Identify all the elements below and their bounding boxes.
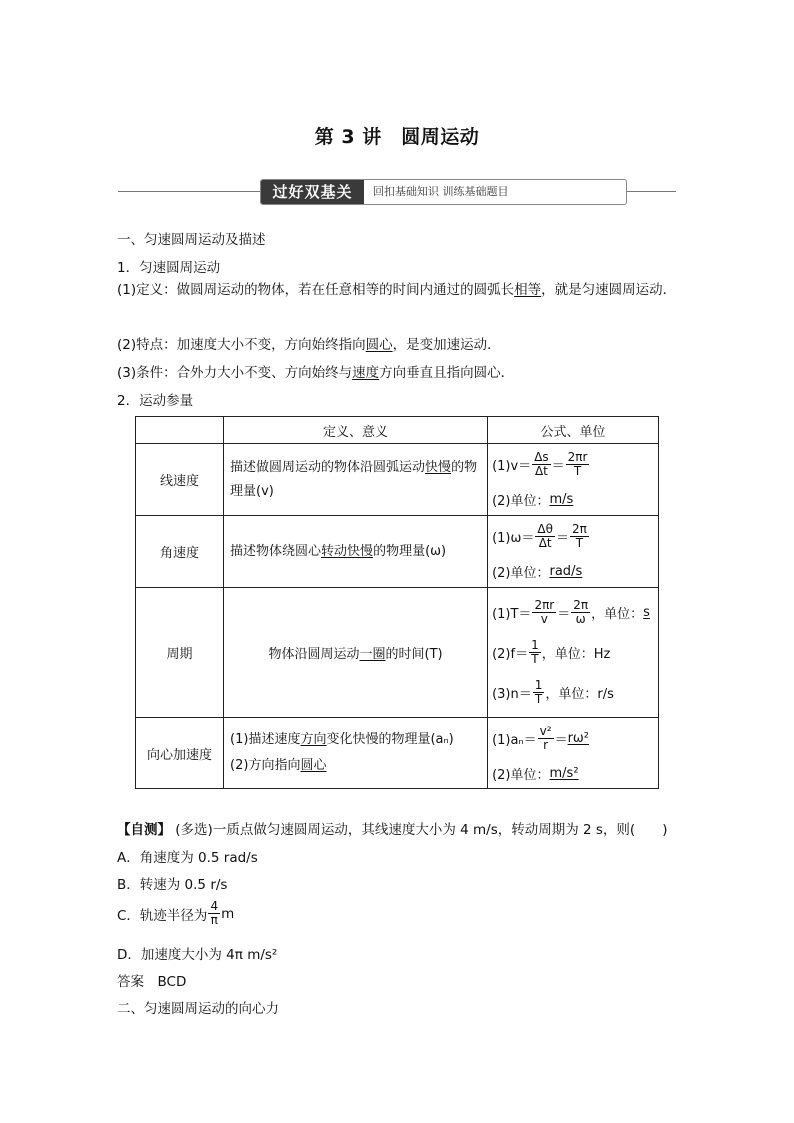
numerator: 2π [571, 522, 587, 536]
banner-rule-left [118, 191, 262, 192]
selftest-question-text: (多选)一质点做匀速圆周运动，其线速度大小为 4 m/s，转动周期为 2 s，则( ) [171, 822, 668, 838]
row-name: 线速度 [136, 444, 224, 516]
unit-prefix: (2)单位： [492, 767, 550, 783]
condition-keyword: 速度 [352, 365, 380, 381]
unit-prefix: (2)单位： [492, 566, 550, 581]
option-a: A．角速度为 0.5 rad/s [117, 850, 258, 866]
denominator: T [534, 692, 543, 706]
desc-keyword: 快慢 [425, 459, 452, 475]
formula-prefix: (1)v＝ [492, 459, 532, 474]
numerator: Δθ [537, 522, 553, 536]
desc-suffix: 变化快慢的物理量(aₙ) [326, 732, 454, 747]
condition-line [117, 361, 514, 381]
numerator: 1 [531, 638, 539, 652]
denominator: v [540, 612, 548, 626]
fraction [529, 639, 541, 666]
fraction [532, 451, 550, 478]
row-definition [224, 718, 488, 789]
unit-value: s [643, 605, 650, 620]
desc-keyword: 方向 [300, 732, 327, 747]
desc-keyword: 一圈 [359, 647, 386, 662]
desc-prefix: 描述物体绕圆心 [230, 543, 322, 559]
table-header-empty [136, 417, 224, 444]
desc-keyword: 圆心 [300, 758, 327, 773]
desc-prefix: 描述做圆周运动的物体沿圆弧运动 [230, 459, 426, 475]
formula-line-1 [488, 517, 658, 557]
formula-prefix: (3)n＝ [492, 687, 532, 702]
row-definition [224, 444, 488, 516]
denominator: π [210, 913, 218, 927]
table-row-period [136, 588, 659, 718]
subsection-uniform-circular: 1．匀速圆周运动 [117, 260, 221, 276]
table-row-angular-velocity [136, 516, 659, 588]
formula-line-1 [488, 718, 658, 758]
numerator: 2πr [567, 450, 588, 464]
numerator: 1 [534, 678, 543, 692]
banner-main-label: 过好双基关 [261, 180, 364, 204]
definition-suffix: ，就是匀速圆周运动． [541, 282, 677, 298]
definition-keyword: 相等 [514, 282, 542, 298]
numerator: v² [539, 723, 552, 738]
equals-sign: ＝ [551, 459, 565, 474]
formula-prefix: (1)ω＝ [492, 531, 535, 546]
row-formula [488, 588, 659, 718]
condition-suffix: 方向垂直且指向圆心． [379, 365, 515, 381]
formula-line-3 [488, 673, 658, 713]
option-b: B．转速为 0.5 r/s [117, 877, 228, 893]
desc-line-1 [230, 727, 481, 753]
feature-keyword: 圆心 [365, 337, 393, 353]
fraction [532, 599, 556, 626]
numerator: 4 [210, 899, 219, 913]
page-title: 第 3 讲 圆周运动 [314, 126, 480, 148]
formula-keyword: rω² [567, 730, 590, 746]
denominator: T [531, 652, 539, 666]
desc-prefix: (2)方向指向 [230, 758, 301, 773]
numerator: 2πr [534, 598, 555, 612]
banner-sub-label: 回扣基础知识 训练基础题目 [373, 185, 509, 198]
selftest-question [117, 818, 667, 838]
table-header-definition: 定义、意义 [224, 417, 488, 444]
definition-prefix: (1)定义：做圆周运动的物体，若在任意相等的时间内通过的圆弧长 [117, 282, 515, 298]
unit-value: rad/s [549, 564, 583, 579]
formula-line-2 [488, 758, 658, 788]
denominator: T [573, 464, 582, 478]
formula-line-2 [488, 633, 658, 673]
formula-line-2 [488, 557, 658, 587]
numerator: 2π [573, 598, 589, 612]
unit-text: ，单位：r/s [545, 687, 614, 702]
row-formula [488, 516, 659, 588]
formula-prefix: (1)T＝ [492, 607, 532, 622]
denominator: r [543, 737, 549, 752]
table-row-linear-velocity [136, 444, 659, 516]
answer-line: 答案 BCD [117, 974, 187, 990]
fraction [538, 725, 554, 752]
fraction [535, 523, 555, 550]
desc-suffix: 的物理量(ω) [373, 543, 447, 559]
denominator: Δt [534, 464, 548, 478]
banner-box [260, 179, 627, 205]
table-row-centripetal-acceleration [136, 718, 659, 789]
formula-prefix: (2)f＝ [492, 647, 529, 662]
row-name: 周期 [136, 588, 224, 718]
fraction [571, 599, 590, 626]
motion-parameters-table [135, 416, 659, 789]
desc-suffix: 的时间(T) [385, 647, 443, 662]
definition-paragraph [117, 277, 680, 304]
formula-prefix: (1)aₙ＝ [492, 732, 537, 748]
numerator: Δs [534, 450, 549, 464]
formula-line-2 [488, 485, 658, 515]
section2-heading: 二、匀速圆周运动的向心力 [117, 1001, 279, 1017]
equals-sign: ＝ [554, 732, 568, 748]
equals-sign: ＝ [557, 607, 571, 622]
row-definition [224, 588, 488, 718]
unit-text: ，单位：Hz [541, 647, 611, 662]
unit-value: m/s² [549, 765, 579, 781]
row-formula [488, 444, 659, 516]
selftest-label: 【自测】 [117, 822, 171, 838]
denominator: Δt [538, 536, 552, 550]
denominator: T [575, 536, 584, 550]
section-banner [118, 177, 676, 205]
option-c-fraction [208, 900, 220, 927]
desc-prefix: (1)描述速度 [230, 732, 301, 747]
section1-heading: 一、匀速圆周运动及描述 [117, 232, 266, 248]
row-name: 向心加速度 [136, 718, 224, 789]
fraction [570, 523, 589, 550]
row-name: 角速度 [136, 516, 224, 588]
feature-suffix: ，是变加速运动． [392, 337, 501, 353]
banner-rule-right [623, 191, 676, 192]
option-d: D．加速度大小为 4π m/s² [117, 947, 278, 963]
condition-prefix: (3)条件：合外力大小不变、方向始终与 [117, 365, 353, 381]
feature-line [117, 333, 501, 353]
subsection-motion-params: 2．运动参量 [117, 393, 194, 409]
desc-suffix: 的物理量(v) [230, 459, 478, 499]
unit-prefix: (2)单位： [492, 494, 550, 509]
option-c [117, 900, 234, 927]
unit-prefix: ，单位： [591, 607, 644, 622]
feature-prefix: (2)特点：加速度大小不变，方向始终指向 [117, 337, 366, 353]
table-header-row [136, 417, 659, 444]
desc-prefix: 物体沿圆周运动 [268, 647, 360, 662]
row-definition [224, 516, 488, 588]
denominator: ω [575, 612, 586, 626]
equals-sign: ＝ [555, 531, 569, 546]
option-c-unit: m [221, 905, 235, 922]
option-c-prefix: C．轨迹半径为 [117, 907, 208, 924]
fraction [533, 679, 545, 706]
formula-line-1 [488, 445, 658, 485]
table-header-formula: 公式、单位 [488, 417, 659, 444]
unit-value: m/s [549, 492, 574, 507]
desc-line-2 [230, 753, 481, 779]
fraction [566, 451, 590, 478]
desc-keyword: 转动快慢 [321, 543, 374, 559]
row-formula [488, 718, 659, 789]
formula-line-1 [488, 593, 658, 633]
